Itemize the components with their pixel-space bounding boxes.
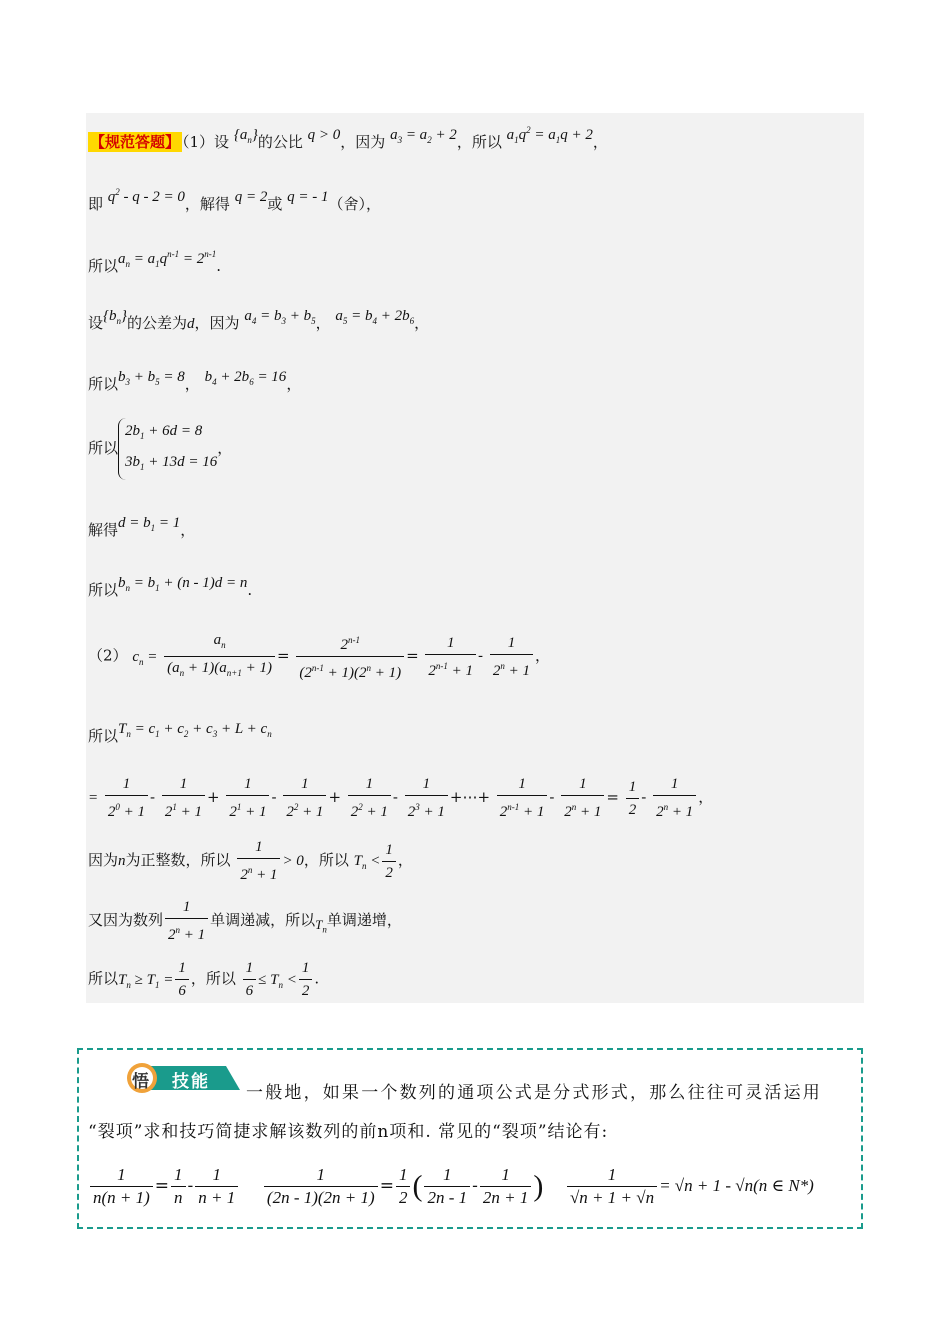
skill-badge [122,1062,240,1094]
solution-line-13: 又因为数列 $\frac{1}{2^n + 1}$ 单调递减，所以$T_n$单调递增， [88,899,402,943]
equation-system: $2b_1 + 6d = 8$ $3b_1 + 13d = 16$ [118,418,217,480]
solution-line-6: 所以 $2b_1 + 6d = 8$ $3b_1 + 13d = 16$ ， [88,418,232,480]
skill-formulas: $\frac{1}{n(n + 1)}$ = $\frac{1}{n}$ - $\frac{1}{n + 1}$ $\frac{1}{(2n - 1)(2n + 1)}$ = $\frac{1}{2}$ ( $\frac{1}{2n - 1}$ - $\frac{1}{2n + 1}$ ) $\frac{1}{√n + 1 + √n}$ = √n + 1 - √n(n ∈ N*) [88,1165,814,1208]
skill-badge-char: 悟 [132,1072,149,1092]
skill-text-line-2: “裂项”求和技巧简捷求解该数列的前n项和. 常见的“裂项”结论有: [88,1122,609,1142]
skill-text-line-1: 一般地，如果一个数列的通项公式是分式形式，那么往往可灵活运用 [246,1083,822,1103]
solution-line-8: 所以$b_n = b_1 + (n - 1)d = n$. [88,575,253,599]
formula-1: $\frac{1}{n(n + 1)}$ [90,1165,153,1208]
solution-line-12: 因为n为正整数，所以 $\frac{1}{2^n + 1}$ > 0，所以 $T_n$ < $\frac{1}{2}$ ， [88,839,413,883]
solution-line-1: 【规范答题】 （1）设 $\{a_n\}$的公比 q > 0，因为 $a_3 = a_2 + 2$，所以 $a_1q^2 = a_1q + 2$， [90,125,608,151]
skill-badge-label: 技能 [172,1072,210,1092]
solution-line-10: 所以$T_n = c_1 + c_2 + c_3 + L + c_n$ [88,721,272,745]
solution-line-9: （2） $c_n$ = $\frac{a_n}{(a_n + 1)(a_{n+1} + 1)}$ = $\frac{2^{n-1}}{(2^{n-1} + 1)(2^n + 1)}$ = $\frac{1}{2^{n-1} + 1}$ - $\frac{1}{2^n + 1}$ ， [88,632,551,681]
solution-line-2: 即 $q^2 - q - 2 = 0$，解得 q = 2或 q = - 1（舍）， [88,187,382,213]
solution-line-3: 所以$a_n = a_1q^{n-1} = 2^{n-1}$. [88,249,222,275]
solution-line-5: 所以$b_3 + b_5 = 8$， $b_4 + 2b_6 = 16$， [88,369,302,393]
solution-line-14: 所以$T_n \ge T_1$ = $\frac{1}{6}$ ，所以 $\frac{1}{6}$ ≤ $T_n$ < $\frac{1}{2}$ . [88,960,320,999]
solution-line-4: 设$\{b_n\}$的公差为d，因为 $a_4 = b_3 + b_5$， $a_5 = b_4 + 2b_6$， [88,308,430,332]
answer-tag: 【规范答题】 [90,133,181,151]
formula-2: $\frac{1}{(2n - 1)(2n + 1)}$ [264,1165,378,1208]
solution-line-11: = $\frac{1}{2^0 + 1}$ - $\frac{1}{2^1 + 1}$ + $\frac{1}{2^1 + 1}$ - $\frac{1}{2^2 + 1}$ + $\frac{1}{2^2 + 1}$ - $\frac{1}{2^3 + 1}$ +⋯+ $\frac{1}{2^{n-1} + 1}$ - $\frac{1}{2^n + 1}$ = $\frac{1}{2}$ - $\frac{1}{2^n + 1}$ ， [88,776,714,820]
solution-line-7: 解得$d = b_1 = 1$， [88,515,196,539]
formula-3: $\frac{1}{√n + 1 + √n}$ [567,1165,657,1208]
